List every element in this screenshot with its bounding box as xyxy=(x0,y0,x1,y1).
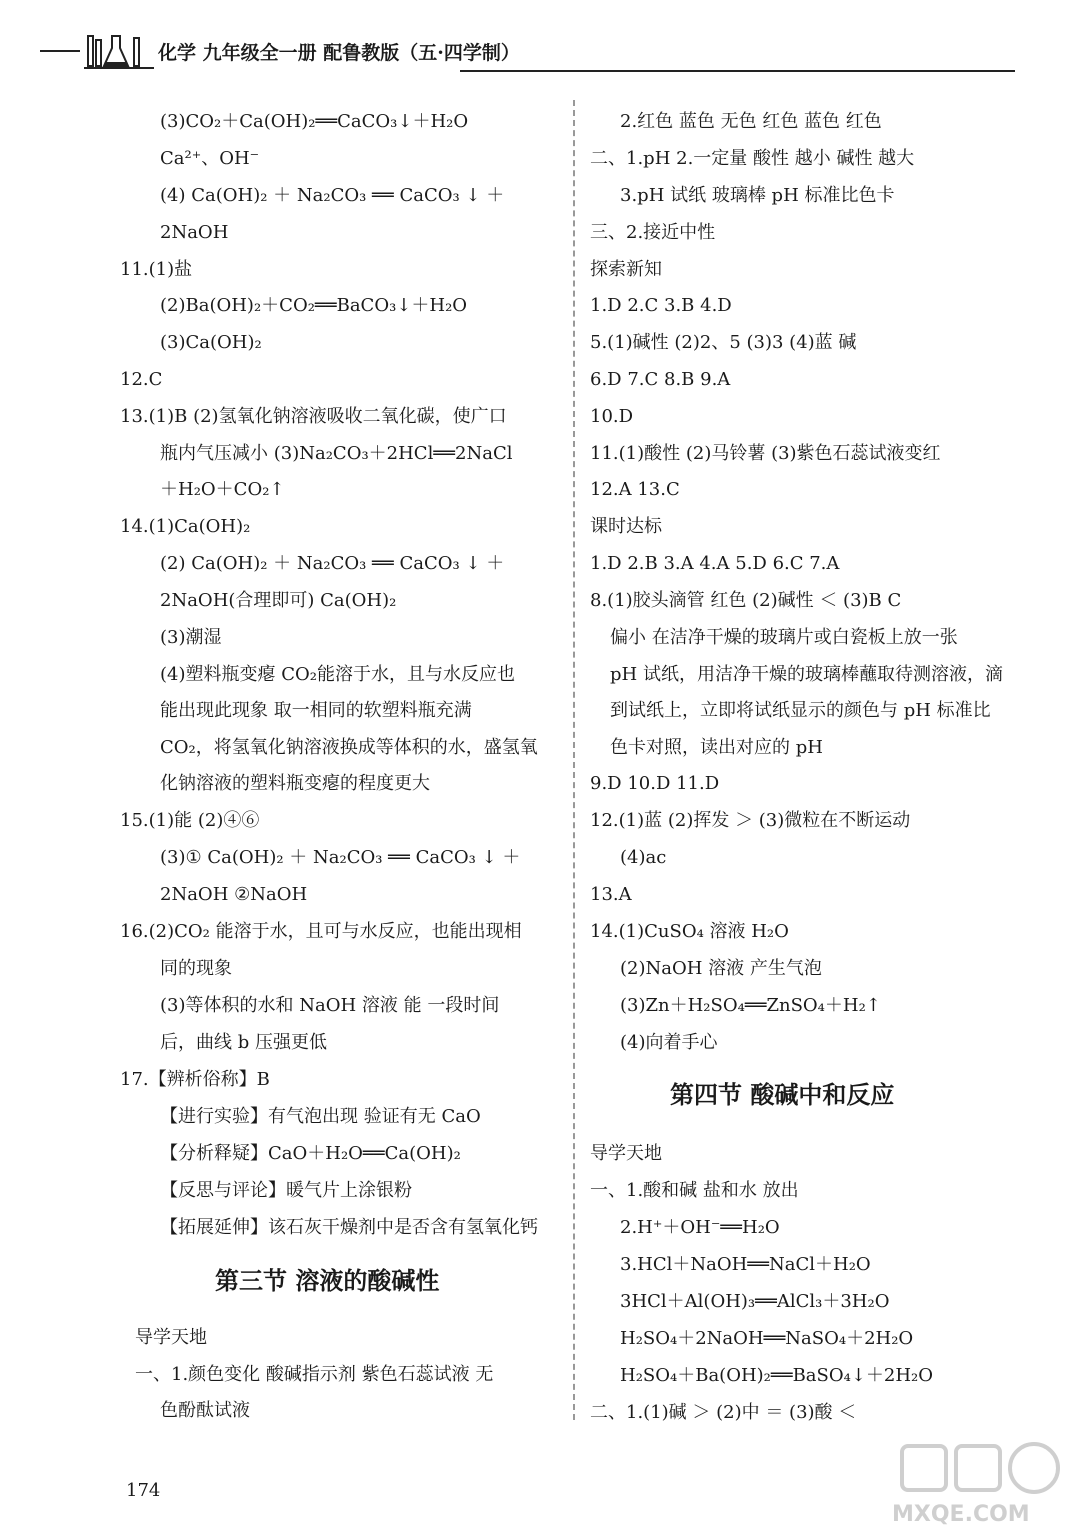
right-column-line: 9.D 10.D 11.D xyxy=(590,773,720,794)
left-column-line: 【反思与评论】暖气片上涂银粉 xyxy=(160,1180,412,1201)
right-column-line: 14.(1)CuSO₄ 溶液 H₂O xyxy=(590,921,789,942)
watermark-logo xyxy=(882,1440,1072,1530)
left-column-line: 能出现此现象 取一相同的软塑料瓶充满 xyxy=(160,700,472,721)
right-column-line: 偏小 在洁净干燥的玻璃片或白瓷板上放一张 xyxy=(610,627,958,648)
right-column-line: 到试纸上，立即将试纸显示的颜色与 pH 标准比 xyxy=(610,700,991,721)
left-column-line: (3)Ca(OH)₂ xyxy=(160,332,262,353)
right-column-line: 导学天地 xyxy=(590,1143,662,1164)
header-rule-left xyxy=(40,50,80,52)
right-column-line: 12.A 13.C xyxy=(590,479,680,500)
column-divider xyxy=(573,100,575,1420)
left-column-line: (2) Ca(OH)₂ ＋ Na₂CO₃ ══ CaCO₃ ↓ ＋ xyxy=(160,553,505,574)
left-column-line: 色酚酞试液 xyxy=(160,1400,250,1421)
right-column-line: 探索新知 xyxy=(590,259,662,280)
page-number: 174 xyxy=(126,1480,161,1501)
right-column-line: 11.(1)酸性 (2)马铃薯 (3)紫色石蕊试液变红 xyxy=(590,443,941,464)
left-column-line: 导学天地 xyxy=(135,1327,207,1348)
left-column-line: 17.【辨析俗称】B xyxy=(120,1069,270,1090)
left-column-line: (3)潮湿 xyxy=(160,627,222,648)
right-column-line: 一、1.酸和碱 盐和水 放出 xyxy=(590,1180,799,1201)
left-column-line: (4) Ca(OH)₂ ＋ Na₂CO₃ ══ CaCO₃ ↓ ＋ xyxy=(160,185,505,206)
right-column-line: 色卡对照，读出对应的 pH xyxy=(610,737,823,758)
right-column-line: 3.pH 试纸 玻璃棒 pH 标准比色卡 xyxy=(620,185,895,206)
left-column-line: (2)Ba(OH)₂＋CO₂══BaCO₃↓＋H₂O xyxy=(160,295,468,316)
right-column-line: 1.D 2.C 3.B 4.D xyxy=(590,295,732,316)
left-column-line: 14.(1)Ca(OH)₂ xyxy=(120,516,251,537)
left-column-line: Ca²⁺、OH⁻ xyxy=(160,148,260,169)
right-column-line: 课时达标 xyxy=(590,516,662,537)
right-column-line: 10.D xyxy=(590,406,634,427)
left-column-line: 【分析释疑】CaO＋H₂O══Ca(OH)₂ xyxy=(160,1143,461,1164)
right-column-line: H₂SO₄＋2NaOH══NaSO₄＋2H₂O xyxy=(620,1328,914,1349)
left-column-line: 2NaOH xyxy=(160,222,229,243)
right-column-line: 3.HCl＋NaOH══NaCl＋H₂O xyxy=(620,1254,871,1275)
right-column-line: 5.(1)碱性 (2)2、5 (3)3 (4)蓝 碱 xyxy=(590,332,857,353)
header-rule-right xyxy=(460,70,1015,72)
left-column-line: ＋H₂O＋CO₂↑ xyxy=(160,479,285,500)
right-column-line: pH 试纸，用洁净干燥的玻璃棒蘸取待测溶液，滴 xyxy=(610,664,1003,685)
right-column-line: 三、2.接近中性 xyxy=(590,222,716,243)
left-column-line: (3)等体积的水和 NaOH 溶液 能 一段时间 xyxy=(160,995,500,1016)
right-column-line: 二、1.pH 2.一定量 酸性 越小 碱性 越大 xyxy=(590,148,915,169)
left-column-line: 【拓展延伸】该石灰干燥剂中是否含有氢氧化钙 xyxy=(160,1217,538,1238)
left-column-line: 2NaOH ②NaOH xyxy=(160,884,308,905)
watermark-stamp-icon xyxy=(882,1440,1072,1500)
left-column-line: 同的现象 xyxy=(160,958,232,979)
right-column-line: (3)Zn＋H₂SO₄══ZnSO₄＋H₂↑ xyxy=(620,995,881,1016)
left-column-line: (3)CO₂＋Ca(OH)₂══CaCO₃↓＋H₂O xyxy=(160,111,469,132)
left-column-line: 后，曲线 b 压强更低 xyxy=(160,1032,327,1053)
section-heading: 第四节 酸碱中和反应 xyxy=(670,1080,895,1109)
right-column-line: 6.D 7.C 8.B 9.A xyxy=(590,369,731,390)
left-column-line: 2NaOH(合理即可) Ca(OH)₂ xyxy=(160,590,397,611)
right-column-line: (4)ac xyxy=(620,847,667,868)
right-column-line: 13.A xyxy=(590,884,632,905)
right-column-line: (4)向着手心 xyxy=(620,1032,718,1053)
left-column-line: (3)① Ca(OH)₂ ＋ Na₂CO₃ ══ CaCO₃ ↓ ＋ xyxy=(160,847,521,868)
right-column-line: 12.(1)蓝 (2)挥发 ＞ (3)微粒在不断运动 xyxy=(590,810,911,831)
left-column-line: 13.(1)B (2)氢氧化钠溶液吸收二氧化碳，使广口 xyxy=(120,406,507,427)
right-column-line: 1.D 2.B 3.A 4.A 5.D 6.C 7.A xyxy=(590,553,840,574)
left-column-line: 15.(1)能 (2)④⑥ xyxy=(120,810,260,831)
header-title: 化学 九年级全一册 配鲁教版（五·四学制） xyxy=(158,42,520,64)
left-column-line: CO₂，将氢氧化钠溶液换成等体积的水，盛氢氧 xyxy=(160,737,538,758)
right-column-line: 2.红色 蓝色 无色 红色 蓝色 红色 xyxy=(620,111,882,132)
left-column-line: 化钠溶液的塑料瓶变瘪的程度更大 xyxy=(160,773,430,794)
right-column-line: 2.H⁺＋OH⁻══H₂O xyxy=(620,1217,780,1238)
right-column-line: (2)NaOH 溶液 产生气泡 xyxy=(620,958,822,979)
right-column-line: H₂SO₄＋Ba(OH)₂══BaSO₄↓＋2H₂O xyxy=(620,1365,934,1386)
right-column-line: 二、1.(1)碱 ＞ (2)中 ＝ (3)酸 ＜ xyxy=(590,1402,857,1423)
page-header xyxy=(40,28,1015,76)
right-column-line: 3HCl＋Al(OH)₃══AlCl₃＋3H₂O xyxy=(620,1291,890,1312)
left-column-line: 11.(1)盐 xyxy=(120,259,193,280)
right-column-line: 8.(1)胶头滴管 红色 (2)碱性 ＜ (3)B C xyxy=(590,590,902,611)
left-column-line: 【进行实验】有气泡出现 验证有无 CaO xyxy=(160,1106,481,1127)
left-column-line: 12.C xyxy=(120,369,163,390)
left-column-line: 16.(2)CO₂ 能溶于水，且可与水反应，也能出现相 xyxy=(120,921,522,942)
left-column-line: 一、1.颜色变化 酸碱指示剂 紫色石蕊试液 无 xyxy=(135,1364,494,1385)
left-column-line: 瓶内气压减小 (3)Na₂CO₃＋2HCl══2NaCl xyxy=(160,443,513,464)
left-column-line: (4)塑料瓶变瘪 CO₂能溶于水，且与水反应也 xyxy=(160,664,515,685)
flask-logo-icon xyxy=(84,30,156,72)
section-heading: 第三节 溶液的酸碱性 xyxy=(215,1266,440,1295)
watermark-text: MXQE.COM xyxy=(892,1502,1030,1527)
